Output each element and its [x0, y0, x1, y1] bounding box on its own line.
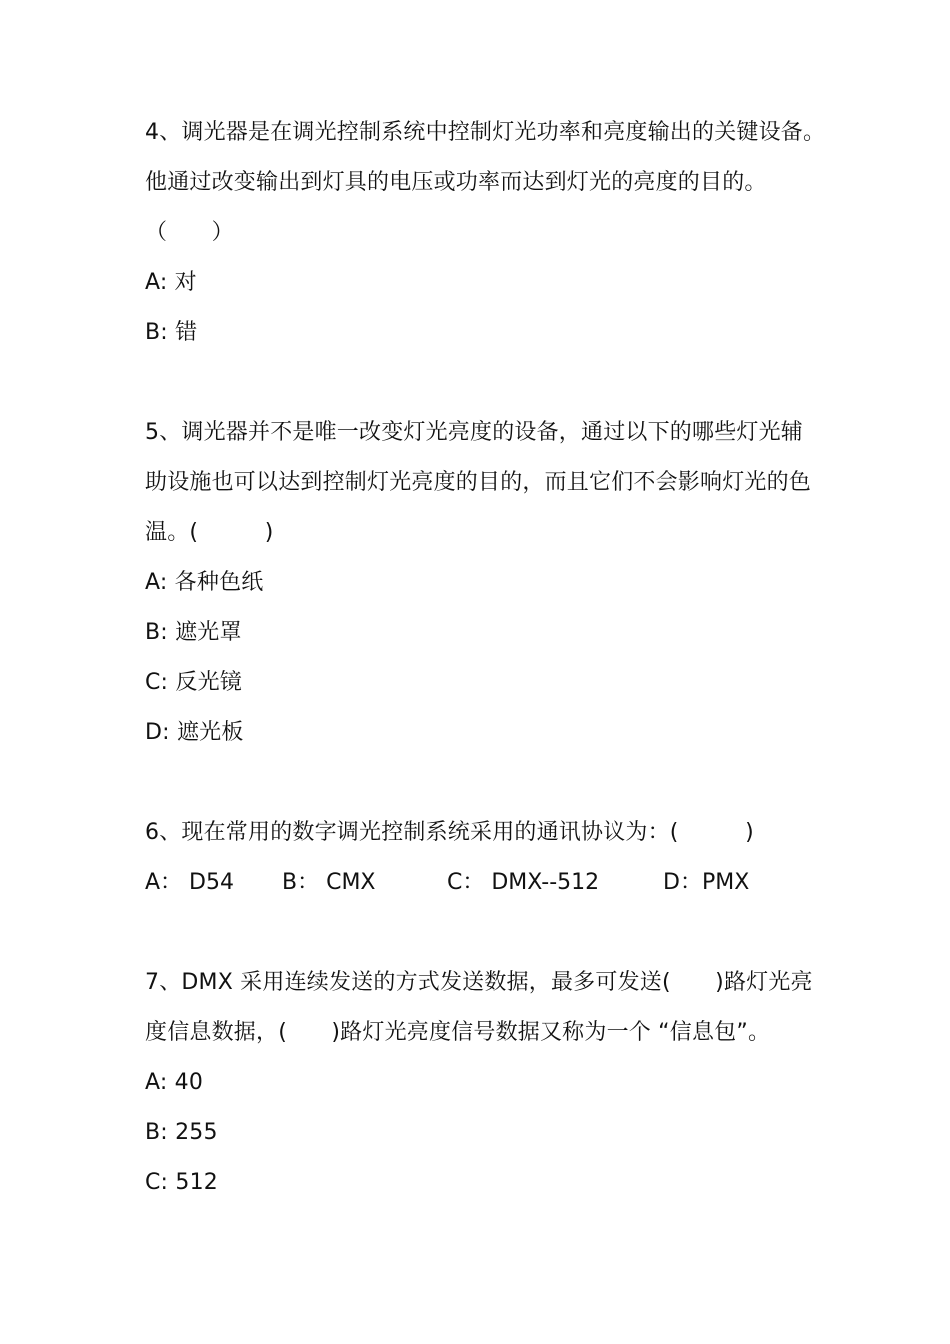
inline-options-row	[145, 858, 825, 908]
question-text-line: 7、DMX 采用连续发送的方式发送数据，最多可发送( )路灯光亮	[145, 970, 813, 995]
option-b: B: 错	[145, 320, 198, 345]
option-a: A： D54	[145, 870, 234, 895]
question-7	[145, 958, 825, 1208]
option-c: C: 反光镜	[145, 670, 242, 695]
question-text-line: 4、调光器是在调光控制系统中控制灯光功率和亮度输出的关键设备。	[145, 120, 826, 145]
question-5	[145, 408, 825, 758]
option-c: C: 512	[145, 1170, 218, 1195]
document-page	[145, 108, 825, 1258]
question-6	[145, 808, 825, 908]
question-text-line: 温。( )	[145, 520, 274, 545]
option-d: D: 遮光板	[145, 720, 244, 745]
question-text-line: 他通过改变输出到灯具的电压或功率而达到灯光的亮度的目的。	[145, 170, 767, 195]
option-a: A: 各种色纸	[145, 570, 264, 595]
option-c: C： DMX--512	[447, 870, 600, 895]
question-text-line: 度信息数据，( )路灯光亮度信号数据又称为一个 “信息包”。	[145, 1020, 771, 1045]
question-text-line: 助设施也可以达到控制灯光亮度的目的，而且它们不会影响灯光的色	[145, 470, 812, 495]
option-b: B: 255	[145, 1120, 218, 1145]
answer-blank: （ ）	[145, 220, 234, 245]
option-a: A: 40	[145, 1070, 204, 1095]
option-d: D：PMX	[663, 870, 750, 895]
option-b: B: 遮光罩	[145, 620, 242, 645]
option-a: A: 对	[145, 270, 197, 295]
question-text-line: 5、调光器并不是唯一改变灯光亮度的设备，通过以下的哪些灯光辅	[145, 420, 803, 445]
option-b: B： CMX	[282, 870, 376, 895]
question-4	[145, 108, 825, 358]
question-text-line: 6、现在常用的数字调光控制系统采用的通讯协议为：( )	[145, 820, 754, 845]
